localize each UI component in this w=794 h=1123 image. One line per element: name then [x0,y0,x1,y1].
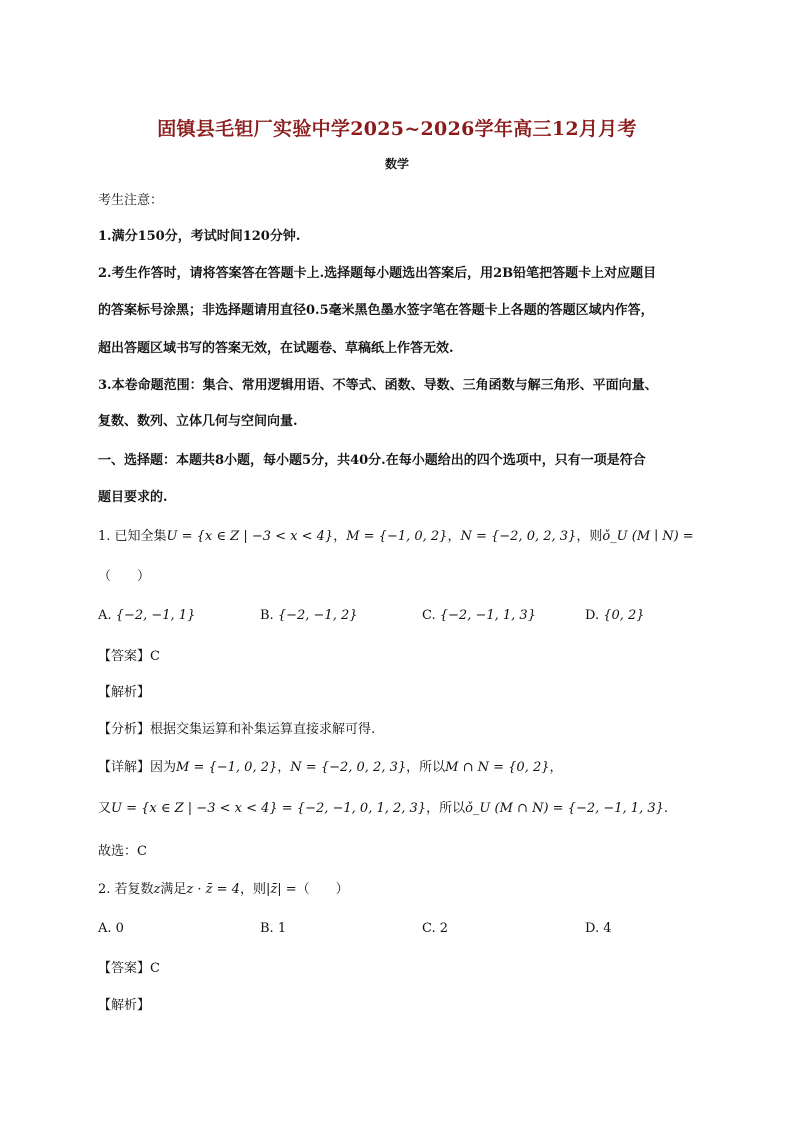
q2-option-c-label: C. [422,921,436,936]
q1-stem-prefix: 1. 已知全集 [98,529,167,544]
q2-variable-z: z [153,882,161,897]
section-heading-line-2: 题目要求的. [98,490,168,505]
q2-stem [98,881,349,899]
q2-abs-expression: |z̄| = [265,882,297,897]
q1-option-d [585,607,645,625]
q2-blank: （ ） [296,882,349,897]
notice-line-1: 1.满分150分，考试时间120分钟. [98,229,301,244]
q1-set-m: M = {−1, 0, 2} [346,529,448,544]
q1-detail-sep: ， [277,760,291,775]
section-heading-line-1: 一、选择题：本题共8小题，每小题5分，共40分.在每小题给出的四个选项中，只有一项是符合 [98,453,646,468]
q1-option-d-value: {0, 2} [603,608,645,623]
q2-option-d [585,920,612,938]
q1-option-a [98,607,195,625]
q1-detail-so: ，所以 [406,760,446,775]
q1-option-a-value: {−2, −1, 1} [115,608,196,623]
q2-option-c [422,920,448,938]
q1-option-c-value: {−2, −1, 1, 3} [439,608,536,623]
q1-expression: ǒ_U (M ∣ N) = [602,529,694,544]
q1-line2-end: . [663,801,669,816]
notice-line-6: 复数、数列、立体几何与空间向量. [98,414,298,429]
q2-answer: 【答案】C [98,961,160,976]
notice-line-5: 3.本卷命题范围：集合、常用逻辑用语、不等式、函数、导数、三角函数与解三角形、平面向量、 [98,378,658,393]
q1-option-b-label: B. [260,608,274,623]
exam-title: 固镇县毛钽厂实验中学2025~2026学年高三12月月考 [157,118,637,140]
notice-line-4: 超出答题区域书写的答案无效，在试题卷、草稿纸上作答无效. [98,341,454,356]
q1-detail-prefix: 【详解】因为 [98,760,177,775]
q1-line2-result: ǒ_U (M ∩ N) = {−2, −1, 1, 3} [465,801,664,816]
q2-option-b-label: B. [260,921,274,936]
q1-choice: 故选：C [98,844,147,859]
q1-line2-so: ，所以 [426,801,466,816]
q1-blank: （ ） [98,569,151,584]
q2-option-b-value: 1 [277,921,287,936]
notice-line-3: 的答案标号涂黑；非选择题请用直径0.5毫米黑色墨水签字笔在答题卡上各题的答题区域内作答， [98,303,654,318]
q2-option-b [260,920,286,938]
q1-option-c [422,607,536,625]
q1-universal-set: U = {x ∈ Z | −3 < x < 4} [166,529,334,544]
q1-set-n: N = {−2, 0, 2, 3} [460,529,577,544]
q1-detail-line-1 [98,759,563,777]
q1-line2-prefix: 又 [98,801,112,816]
q2-analysis-tag: 【解析】 [98,998,151,1013]
subject-title: 数学 [384,157,409,171]
q1-detail-line-2 [98,800,668,818]
q1-detail-m: M = {−1, 0, 2} [176,760,278,775]
q1-option-d-label: D. [585,608,600,623]
q1-fenxi: 【分析】根据交集运算和补集运算直接求解可得. [98,722,376,737]
q2-option-c-value: 2 [439,921,449,936]
q1-stem [98,528,694,546]
q1-detail-intersection: M ∩ N = {0, 2} [445,760,550,775]
q2-condition: z · z̄ = 4 [186,882,240,897]
q2-option-a-label: A. [98,921,112,936]
q2-option-a-value: 0 [115,921,124,936]
notice-line-2: 2.考生作答时，请将答案答在答题卡上.选择题每小题选出答案后，用2B铅笔把答题卡上对应题目 [98,266,657,281]
q1-option-b [260,607,358,625]
q2-option-a [98,920,124,938]
q1-sep-2: ， [447,529,461,544]
q1-detail-end: ， [549,760,563,775]
q2-option-d-value: 4 [603,921,612,936]
q1-option-b-value: {−2, −1, 2} [277,608,358,623]
notice-heading: 考生注意： [98,193,164,208]
q2-stem-then: ，则 [239,882,266,897]
q2-option-d-label: D. [585,921,600,936]
q1-option-c-label: C. [422,608,436,623]
q1-analysis-tag: 【解析】 [98,685,151,700]
q1-detail-n: N = {−2, 0, 2, 3} [290,760,407,775]
q1-stem-then: ，则 [576,529,603,544]
q2-stem-prefix: 2. 若复数 [98,882,154,897]
q1-line2-universal: U = {x ∈ Z | −3 < x < 4} = {−2, −1, 0, 1, 2, 3} [111,801,427,816]
q1-answer: 【答案】C [98,649,160,664]
q1-sep-1: ， [333,529,347,544]
q2-stem-mid: 满足 [160,882,187,897]
q1-option-a-label: A. [98,608,112,623]
